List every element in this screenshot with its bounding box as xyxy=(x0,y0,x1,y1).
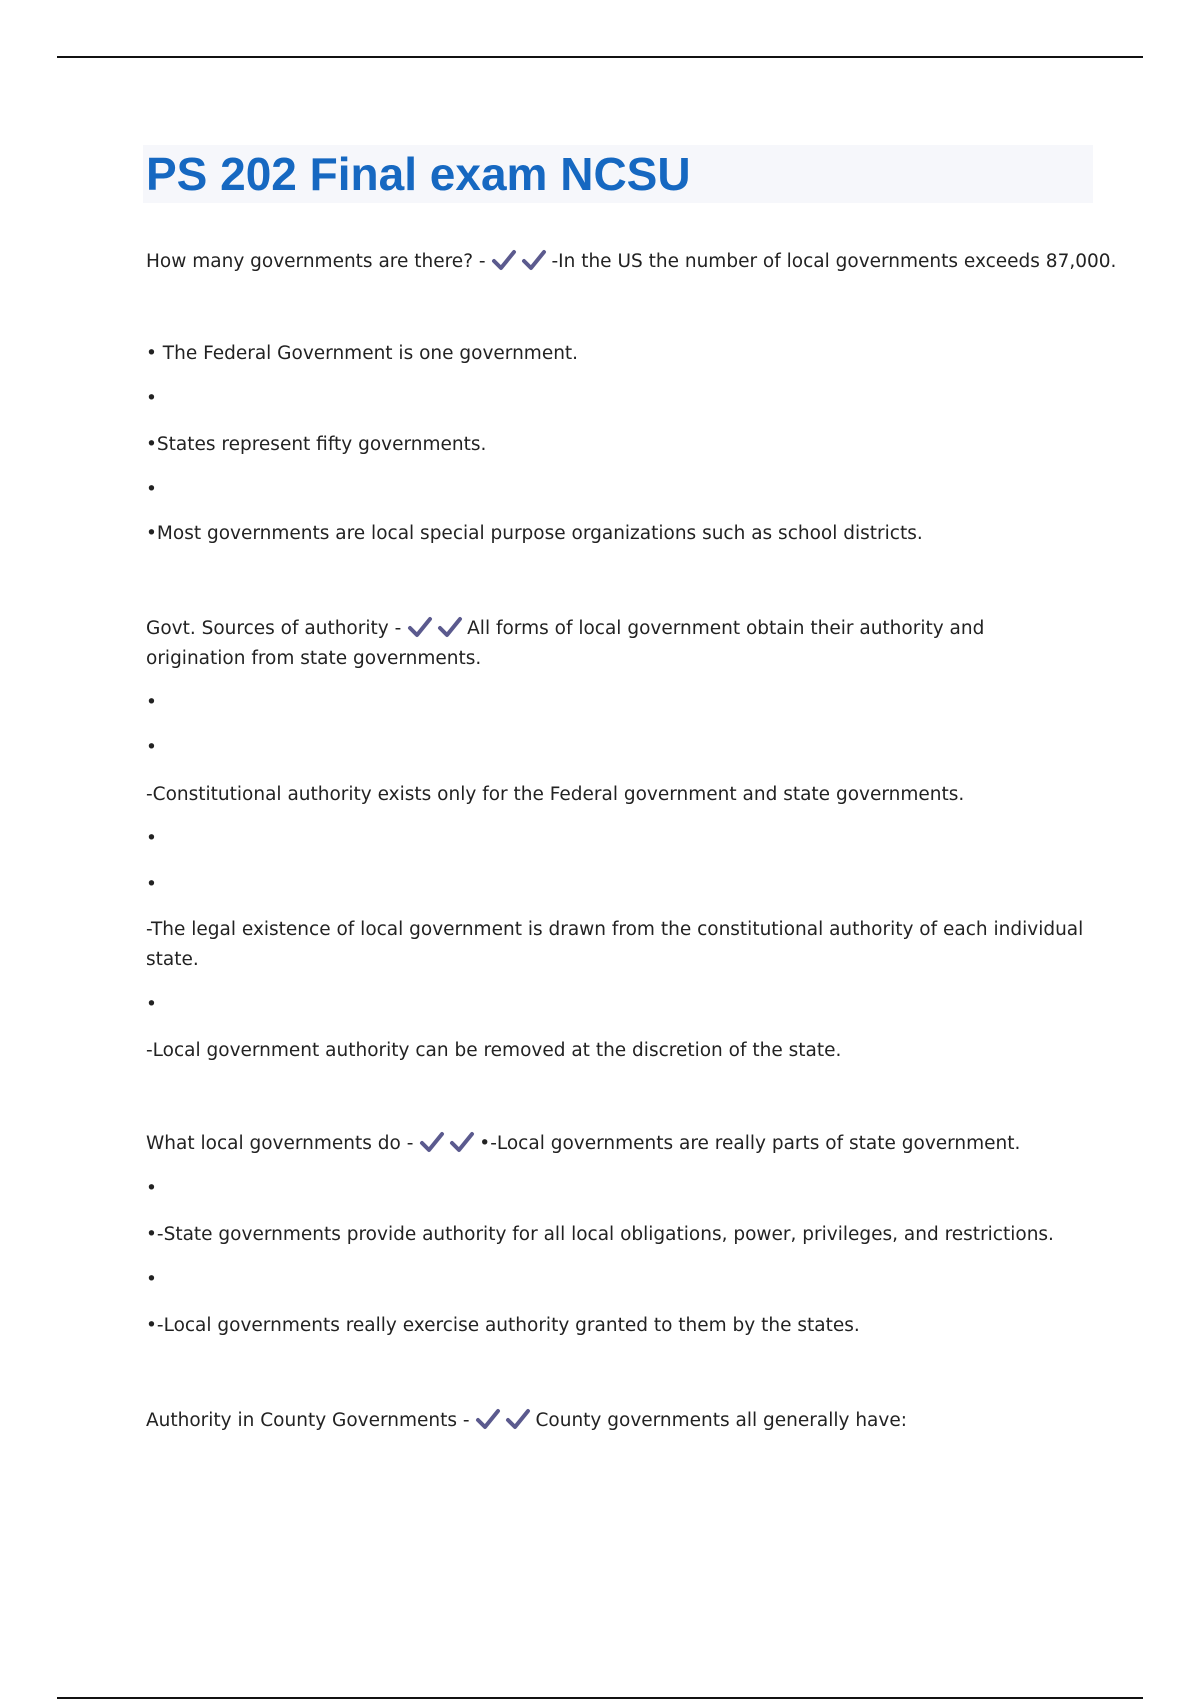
list-item: • xyxy=(146,828,157,849)
check-icon xyxy=(491,249,517,271)
list-item: • xyxy=(146,994,157,1015)
question-text: Govt. Sources of authority - xyxy=(146,618,402,639)
list-item: • xyxy=(146,479,157,500)
list-item: •States represent fifty governments. xyxy=(146,434,487,455)
check-icon xyxy=(521,249,547,271)
list-item: -Constitutional authority exists only for the Federal government and state governments. xyxy=(146,784,965,805)
qa-line-sources-of-authority xyxy=(146,614,1086,674)
answer-text: -In the US the number of local governments exceeds 87,000. xyxy=(551,251,1117,272)
list-item: • xyxy=(146,1178,157,1199)
check-icon xyxy=(407,616,433,638)
check-icon xyxy=(419,1131,445,1153)
check-icon xyxy=(437,616,463,638)
list-item: • xyxy=(146,388,157,409)
list-item: •Most governments are local special purpose organizations such as school districts. xyxy=(146,523,923,544)
list-item: •-Local governments really exercise authority granted to them by the states. xyxy=(146,1315,860,1336)
question-text: What local governments do - xyxy=(146,1133,414,1154)
check-icon xyxy=(449,1131,475,1153)
list-item: • The Federal Government is one government. xyxy=(146,343,579,364)
list-item: • xyxy=(146,737,157,758)
list-item: -Local government authority can be removed at the discretion of the state. xyxy=(146,1040,842,1061)
check-icon xyxy=(475,1408,501,1430)
page-title: PS 202 Final exam NCSU xyxy=(146,148,691,200)
list-item: • xyxy=(146,692,157,713)
list-item: • xyxy=(146,1269,157,1290)
list-item: •-State governments provide authority for all local obligations, power, privileges, and restrictions. xyxy=(146,1224,1054,1245)
list-item: • xyxy=(146,874,157,895)
qa-line-county-authority xyxy=(146,1406,907,1436)
check-icon xyxy=(505,1408,531,1430)
answer-text: All forms of local government obtain their authority and origination from state governments. xyxy=(146,618,985,669)
qa-line-governments-count xyxy=(146,247,1116,277)
question-text: Authority in County Governments - xyxy=(146,1410,470,1431)
qa-line-what-local-governments-do xyxy=(146,1129,1020,1159)
top-rule xyxy=(57,56,1143,58)
list-item: -The legal existence of local government is drawn from the constitutional authority of each individual state. xyxy=(146,919,1084,970)
answer-text: •-Local governments are really parts of state government. xyxy=(479,1133,1021,1154)
question-text: How many governments are there? - xyxy=(146,251,486,272)
bottom-rule xyxy=(57,1697,1143,1699)
answer-text: County governments all generally have: xyxy=(535,1410,907,1431)
